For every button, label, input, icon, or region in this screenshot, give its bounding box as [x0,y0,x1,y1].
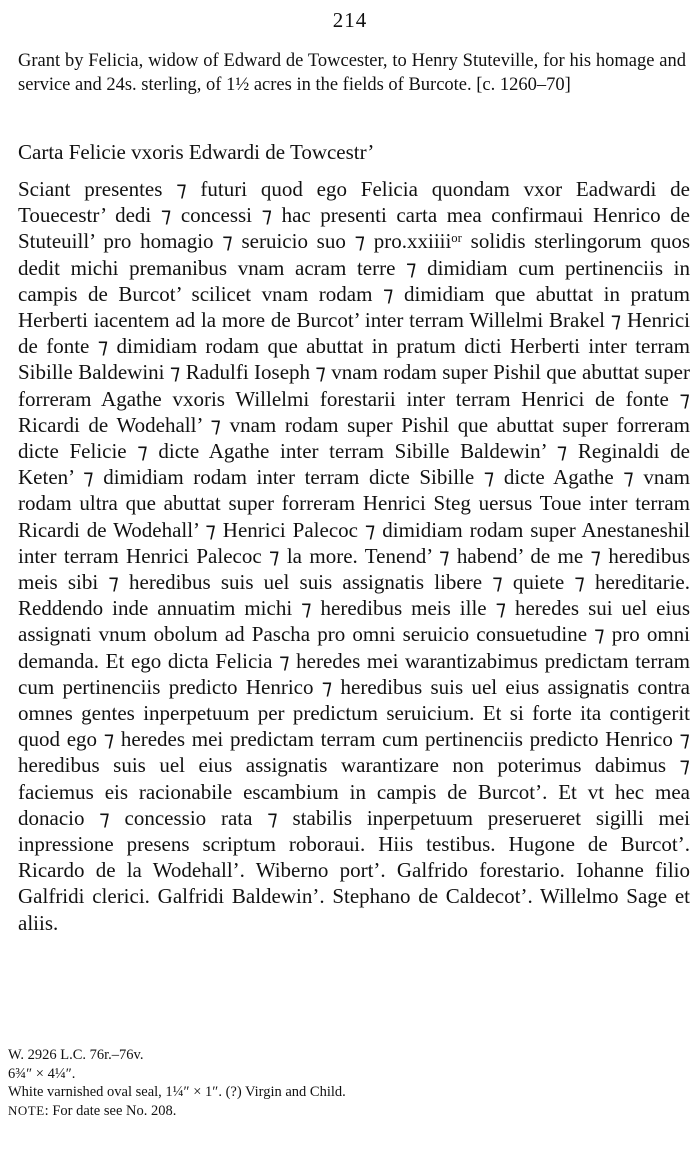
charter-summary: Grant by Felicia, widow of Edward de Towcester, to Henry Stuteville, for his homage and service and 24s. sterling, of 1½ acres in the fields of Burcote. [c. 1260–70] [18,51,686,95]
seal-note: White varnished oval seal, 1¼″ × 1″. (?) Virgin and Child. [8,1084,346,1100]
charter-notes [8,1046,688,1120]
note-text: : For date see No. 208. [44,1102,177,1119]
date-note [8,1102,688,1121]
reference-note: W. 2926 L.C. 76r.–76v. [8,1047,144,1063]
charter-text: Sciant presentes ⁊ futuri quod ego Felicia quondam vxor Eadwardi de Touecestr’ dedi ⁊ concessi ⁊ hac presenti carta mea confirmaui Henrico de Stuteuill’ pro homagio ⁊ seruicio suo ⁊ pro.xxiiiiᵒʳ solidis sterlingorum quos dedit michi premanibus vnam acram terre ⁊ dimidiam cum pertinenciis in campis de Burcot’ scilicet vnam rodam ⁊ dimidiam que abuttat in pratum Herberti iacentem ad la more de Burcot’ inter terram Willelmi Brakel ⁊ Henrici de fonte ⁊ dimidiam rodam que abuttat in pratum dicti Herberti inter terram Sibille Baldewini ⁊ Radulfi Ioseph ⁊ vnam rodam super Pishil que abuttat super forreram Agathe vxoris Willelmi forestarii inter terram Henrici de fonte ⁊ Ricardi de Wodehall’ ⁊ vnam rodam super Pishil que abuttat super forreram dicte Felicie ⁊ dicte Agathe inter terram Sibille Baldewin’ ⁊ Reginaldi de Keten’ ⁊ dimidiam rodam inter terram dicte Sibille ⁊ dicte Agathe ⁊ vnam rodam ultra que abuttat super forreram Henrici Steg uersus Toue inter terram Ricardi de Wodehall’ ⁊ Henrici Palecoc ⁊ dimidiam rodam super Anestaneshil inter terram Henrici Palecoc ⁊ la more. Tenend’ ⁊ habend’ de me ⁊ heredibus meis sibi ⁊ heredibus suis uel suis assignatis libere ⁊ quiete ⁊ hereditarie. Reddendo inde annuatim michi ⁊ heredibus meis ille ⁊ heredes sui uel eius assignati vnum obolum ad Pascha pro omni seruicio consuetudine ⁊ pro omni demanda. Et ego dicta Felicia ⁊ heredes mei warantizabimus predictam terram cum pertinenciis predicto Henrico ⁊ heredibus suis uel eius assignatis contra omnes gentes inperpetuum per predictum seruicium. Et si forte ita contigerit quod ego ⁊ heredes mei predictam terram cum pertinenciis predicto Henrico ⁊ heredibus suis uel eius assignatis warantizare non poterimus dabimus ⁊ faciemus eis racionabile escambium in campis de Burcot’. Et vt hec mea donacio ⁊ concessio rata ⁊ stabilis inperpetuum preserueret sigilli mei inpressione presens scriptum roboraui. Hiis testibus. Hugone de Burcot’. Ricardo de la Wodehall’. Wiberno port’. Galfrido forestario. Iohanne filio Galfridi clerici. Galfridi Baldewin’. Stephano de Caldecot’. Willelmo Sage et aliis. [18,177,690,935]
note-label: NOTE [8,1102,45,1118]
page-number: 214 [332,8,368,32]
size-note: 6¾″ × 4¼″. [8,1065,76,1082]
charter-title: Carta Felicie vxoris Edwardi de Towcestr’ [18,140,375,164]
